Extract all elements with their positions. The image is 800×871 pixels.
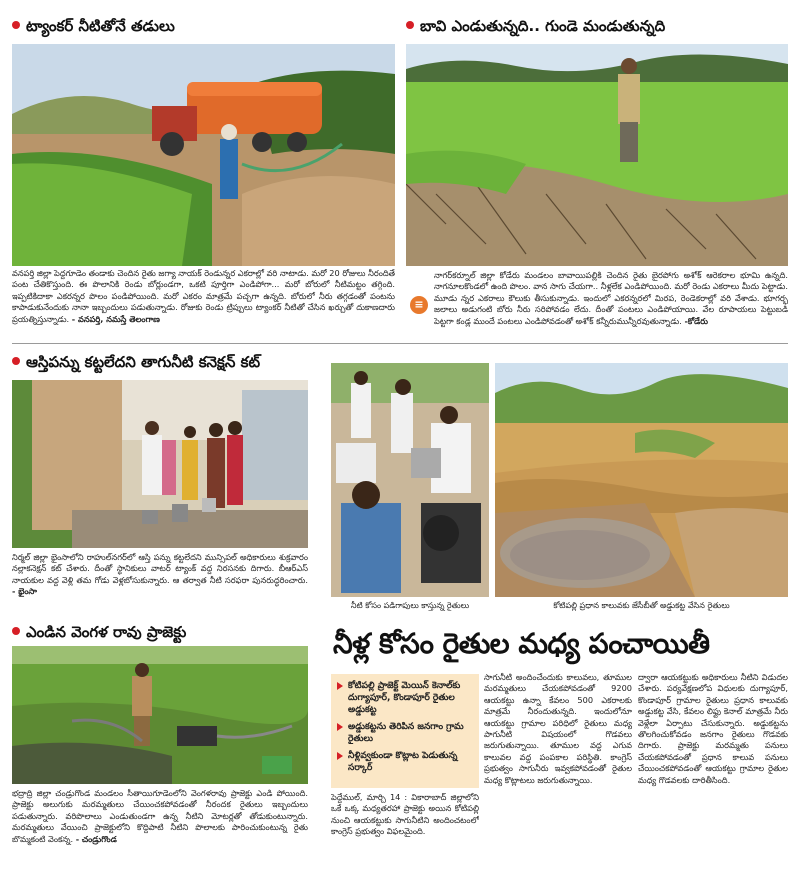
well-credit: -కోడేరు <box>684 315 708 326</box>
bullet-icon <box>12 627 20 635</box>
highlight-item: అడ్డుకట్టను తెరిపిన జనగాం గ్రామ రైతులు <box>337 721 473 745</box>
main-column-1: సాగునీటి అందించేందుకు కాలువలు, తూముల మరమ్మతులు చేయకపోవడంతో 9200 ఆయకట్టు ఉన్నా కేవలం 500 ఎకరాలకు మాత్రమే నీరందుతున్నది. ఇందులోనూ ఆయకట్టు గ్రామాల పరిధిలో రైతులు మధ్య పాగునీటి విషయంలో గొడవలు జరుగుతున్నాయి. తూముల వద్ద ఎగువ కాలువల వద్ద పంపకాల పరిస్థితి. కాంగ్రెస్ ప్రభుత్వం సాగునీరు ఇవ్వకపోవడంతో రైతుల మధ్య కొట్లాటలు జరుగుతున్నాయి. <box>484 672 632 785</box>
farmers-caption: నీటి కోసం పడిగాపులు కాస్తున్న రైతులు <box>350 601 470 610</box>
hospital-photo <box>12 380 308 548</box>
well-heading: బావి ఎండుతున్నది.. గుండె మండుతున్నది <box>406 16 665 36</box>
well-body: నాగర్‌కర్నూల్ జిల్లా కోడేరు మండలం బావాయిపల్లికి చెందిన రైతు బైరపోగు అశోక్ ఆరెకరాల భూమి ఉన్నది. నాగనూలకొండలో ఉంది పొలం. వాన సాగు చేయగా.. నీళ్లలేక ఎండిపోయింది. మరో రెండు ఎకరాలు మీదు పెట్టాడు. మూడు న్నర ఎకరాలు కౌలుకు తీసుకున్నాడు. ఇందులో ఎకరన్నరలో మిరప, రెండెకరాల్లో వరి వేశాడు. భూగర్భ జలాలు అడుగంటి బోరు నీరు సరిపోవడం లేదు. దీంతో పంటలు ఎండిపోయాయి. వేల రూపాయలు పెట్టుబడి పెట్టగా కండ్ల ముందే పంటలు ఎండిపోవడంతో అశోక్ కన్నీరుమున్నీరవుతున్నాడు. -కోడేరు <box>434 270 788 326</box>
divider <box>12 343 788 344</box>
highlight-item: కోటిపల్లి ప్రాజెక్ట్ మెయిన్ కెనాల్‌కు దుగ్యాపూర్, కొండాపూర్ రైతుల అడ్డుకట్ట <box>337 680 473 716</box>
main-dateline: పెద్దేముల్, మార్చి 14 : వికారాబాద్ జిల్లాలోని ఒకే ఒక్క మధ్యతరహా ప్రాజెక్టు అయిన కోటిపల్లి నుంచి ఆయకట్టుకు సాగునీటిని అందించటంలో కాంగ్రెస్ ప్రభుత్వం విఫలమైంది. <box>331 792 479 837</box>
canal-caption: కోటిపల్లి ప్రధాన కాలువకు జేసీబీతో అడ్డుకట్ట వేసిన రైతులు <box>553 601 730 610</box>
vengalrao-body: భద్రాద్రి జిల్లా చండ్రుగొండ మండలం సీతాయిగూడెంలోని వెంగళరావు ప్రాజెక్టు ఎండి పోయింది. ప్రాజెక్టు అలుగుకు మరమ్మతులు చేయించకపోవడంతో నీరందక రైతులు ఇబ్బందులు పడుతున్నారు. వరిపొలాలు ఎండుతుండగా ఉన్న నీటిని మోటర్లతో తోడుకుంటున్నారు. మరమ్మతులు వేయించి ప్రాజెక్టులోని కొద్దిపాటి నీటిని పొలాలకు పారించుకుంటున్న రైతు బొమ్మకంటి వెంకన్న. - చండ్రుగొండ <box>12 788 308 844</box>
bullet-icon <box>12 21 20 29</box>
tanker-photo <box>12 44 395 266</box>
hospital-body: నిర్మల్ జిల్లా భైంసాలోని రాహుల్‌నగర్‌లో ఆస్తి పన్ను కట్టలేదని మున్సిపల్ అధికారులు శుక్రవారం నల్లాకనెక్షన్ కట్ చేశారు. దీంతో స్థానికులు వాటర్ ట్యాంక్ వద్ద నిరసనకు దిగారు. బీఆర్‌ఎస్ నాయకుల వద్ద వెళ్లి తమ గోడు వెళ్లబోసుకున్నారు. ఆ తర్వాత నీటి సరఫరా పునరుద్ధరించారు. - భైంసా <box>12 552 308 597</box>
highlights-box <box>331 674 479 788</box>
well-photo <box>406 44 788 266</box>
canal-photo <box>495 363 788 597</box>
main-column-2: ద్వారా ఆయకట్టుకు అధికారులు నీటిని విడుదల చేశారు. పర్యవేక్షణలోప విధులకు దుగ్యాపూర్, కొండాపూర్ గ్రామాల రైతులు ప్రధాన కాలువకు అడ్డుకట్ట వేసి, కేవలం లిఫ్టు కెనాల్ మాత్రమే నీరు వెళ్లేలా ఏర్పాటు చేసుకున్నారు. అడ్డుకట్టను తొలగించుకోవడం జనగాం రైతులు గొడవకు దిగారు. ప్రాజెక్టు మరమ్మతు పనులు చేయకపోవడంతో ప్రధాన కాలువ పనులు చేయించకపోవడంతో ఆయకట్టు గ్రామాల రైతుల మధ్య గొడవలకు దారితీసింది. <box>638 672 788 785</box>
highlight-item: నీళ్లివ్వకుండా కొట్లాట పెడుతున్న సర్కార్ <box>337 750 473 774</box>
vengalrao-heading: ఎండిన వెంగళ రావు ప్రాజెక్టు <box>12 622 186 642</box>
main-headline: నీళ్ల కోసం రైతుల మధ్య పంచాయితీ <box>333 627 710 660</box>
triangle-icon <box>337 682 343 690</box>
triangle-icon <box>337 723 343 731</box>
tanker-body: వనపర్తి జిల్లా పెద్దగూడెం తండాకు చెందిన రైతు జగ్యా నాయక్ రెండున్నర ఎకరాల్లో వరి నాటాడు. మరో 20 రోజులు నీరందితే పంట చేతికొస్తుంది. ఈ పొలానికి రెండు బోర్లుండగా, ఒకటి పూర్తిగా ఎండిపోగా... మరో బోరులో నీటిమట్టం తగ్గింది. ఇప్పటికిదాకా ఎకరన్నర పొలం పండిపోయింది. మరో ఎకరం మాత్రమే పచ్చగా ఉన్నది. బోరులో నీరు తగ్గడంతో పంటను కాపాడుకునేందుకు నానా ఇబ్బందులు పడుతున్నాడు. రోజుకు రెండు ట్రిప్పులు ట్యాంకర్ నీటితో చేసిన ఖర్చుతో దుకాణదారు ప్రయత్నిస్తున్నాడు. - వనపర్తి, నమస్తే తెలంగాణ <box>12 268 395 324</box>
bullet-icon <box>406 21 414 29</box>
hospital-credit: - భైంసా <box>12 586 37 597</box>
farmers-photo <box>331 363 489 597</box>
triangle-icon <box>337 752 343 760</box>
tanker-credit: - వనపర్తి, నమస్తే తెలంగాణ <box>71 313 160 324</box>
hospital-heading: ఆస్తిపన్ను కట్టలేదని తాగునీటి కనెక్షన్ కట్ <box>12 352 260 372</box>
tanker-heading: ట్యాంకర్ నీటితోనే తడులు <box>12 16 175 36</box>
vengalrao-credit: - చండ్రుగొండ <box>75 833 117 844</box>
mic-icon: ≡ <box>410 296 428 314</box>
vengalrao-photo <box>12 646 308 784</box>
bullet-icon <box>12 357 20 365</box>
